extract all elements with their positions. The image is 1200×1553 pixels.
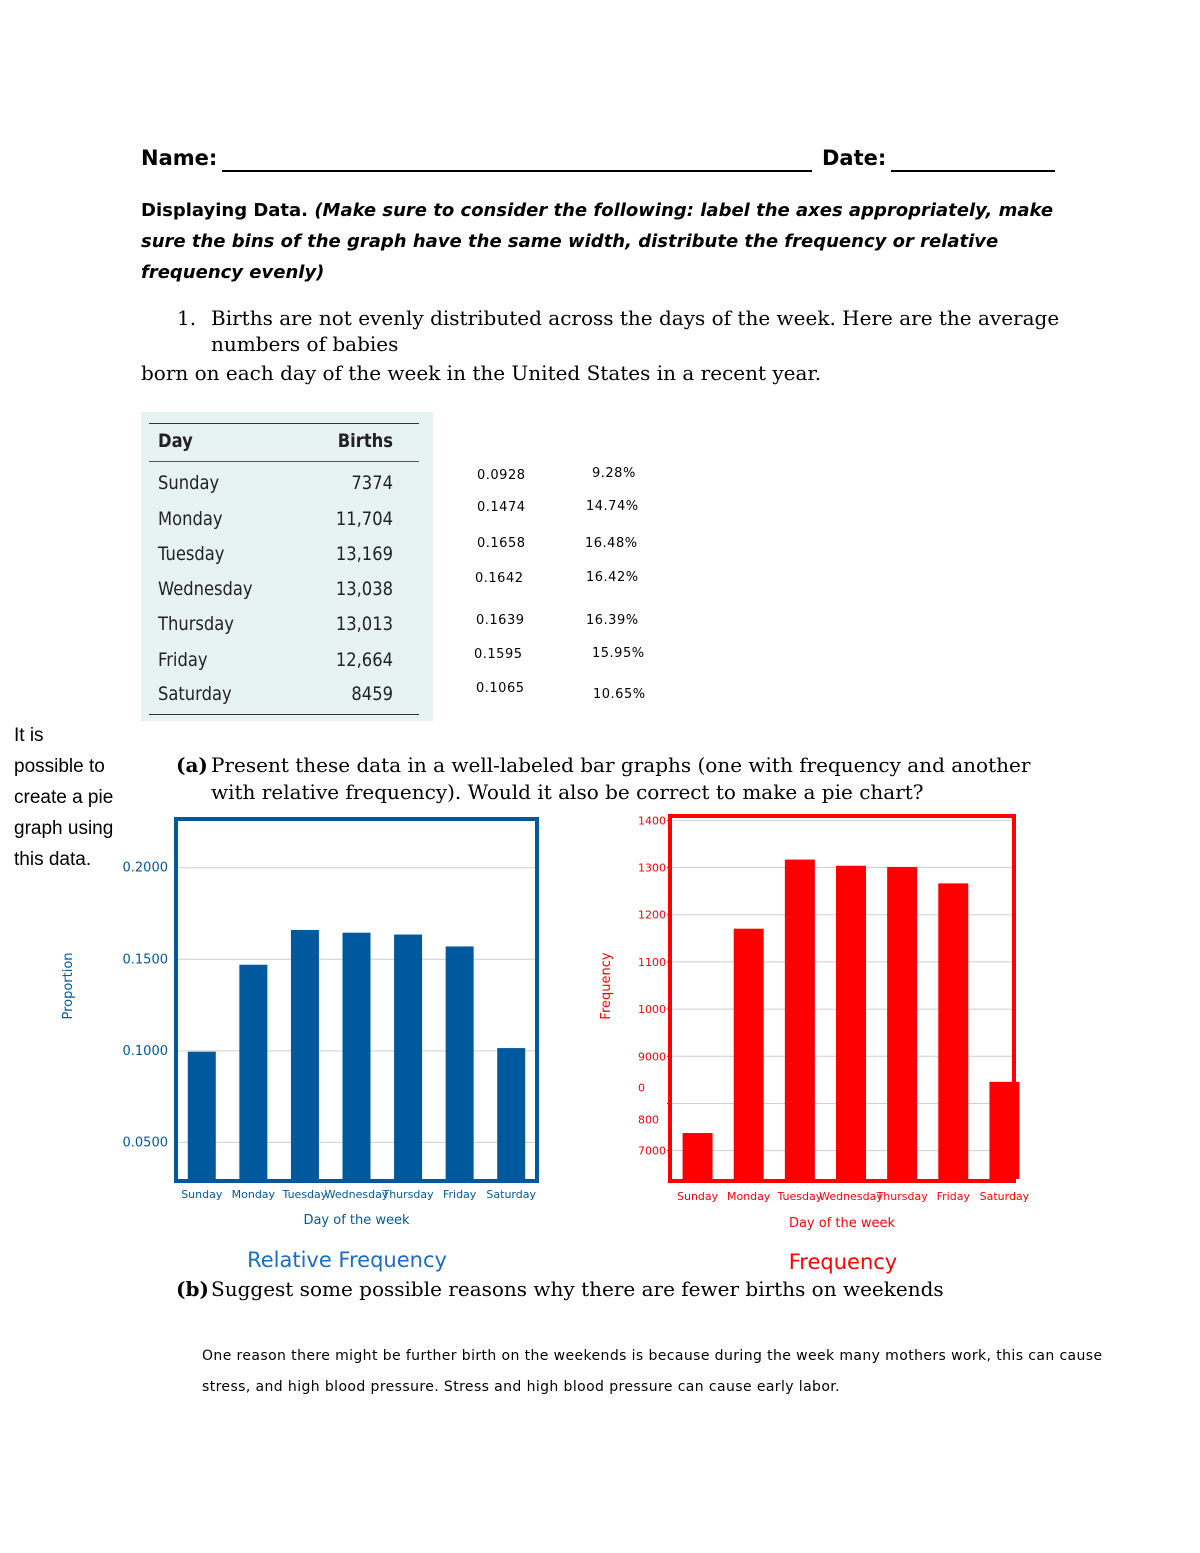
bar-wednesday xyxy=(836,866,866,1179)
table-cell-births: 13,169 xyxy=(335,543,393,565)
percent-value: 16.48% xyxy=(585,536,638,551)
x-tick-label: Saturday xyxy=(979,1190,1030,1203)
table-bottom-rule xyxy=(149,714,419,715)
y-tick-label xyxy=(123,1044,169,1059)
table-cell-births: 13,013 xyxy=(335,613,393,635)
percent-value: 14.74% xyxy=(586,499,639,514)
proportion-value: 0.1474 xyxy=(477,500,526,515)
answer-line2: stress, and high blood pressure. Stress and high blood pressure can cause early labor. xyxy=(202,1379,841,1395)
percent-value: 10.65% xyxy=(593,687,646,702)
table-cell-day: Wednesday xyxy=(158,578,253,600)
x-tick-label: Tuesday xyxy=(282,1188,328,1201)
proportion-value: 0.1642 xyxy=(475,571,524,586)
answer-line1: One reason there might be further birth on the weekends is because during the week many mothers work, this can cause xyxy=(202,1348,1103,1364)
y-tick-label xyxy=(638,909,666,922)
question-number: 1. xyxy=(177,306,197,330)
date-label: Date: xyxy=(822,146,887,170)
x-tick-label: Wednesday xyxy=(324,1188,389,1201)
question-text-line3: born on each day of the week in the United States in a recent year. xyxy=(141,361,822,385)
chart-title: Relative Frequency xyxy=(247,1248,447,1272)
proportion-value: 0.1595 xyxy=(474,647,523,662)
side-note-line: It is xyxy=(14,725,44,746)
bar-thursday xyxy=(887,867,917,1179)
part-b-text: Suggest some possible reasons why there are fewer births on weekends xyxy=(211,1277,944,1301)
chart-title: Frequency xyxy=(788,1250,898,1274)
table-cell-births: 7374 xyxy=(351,472,393,494)
y-tick-label xyxy=(638,1050,666,1063)
x-tick-label: Wednesday xyxy=(819,1190,883,1203)
y-tick-label-line: 1400 xyxy=(638,814,666,828)
x-axis-label: Day of the week xyxy=(303,1213,410,1228)
y-axis-label: Proportion xyxy=(61,952,76,1020)
table-cell-day: Thursday xyxy=(158,613,234,635)
x-tick-label: Monday xyxy=(231,1188,276,1201)
bar-sunday xyxy=(188,1052,216,1179)
y-tick-label-line: 0 xyxy=(638,1081,645,1095)
proportion-value: 0.1639 xyxy=(476,613,525,628)
table-cell-births: 8459 xyxy=(351,683,393,705)
y-tick-label xyxy=(123,1135,169,1150)
x-tick-label: Sunday xyxy=(676,1190,719,1203)
bar-sunday xyxy=(683,1133,713,1179)
table-header-rule xyxy=(149,461,419,462)
table-cell-births: 11,704 xyxy=(335,508,393,530)
x-tick-label: Sunday xyxy=(181,1188,223,1201)
bar-saturday xyxy=(497,1048,525,1179)
part-b-label: (b) xyxy=(176,1277,209,1301)
instructions xyxy=(141,195,1066,288)
percent-value: 15.95% xyxy=(592,646,645,661)
bar-saturday xyxy=(989,1082,1019,1179)
x-axis-label: Day of the week xyxy=(788,1216,896,1231)
part-a-line1: Present these data in a well-labeled bar graphs (one with frequency and another xyxy=(211,753,1031,777)
x-tick-label: Tuesday xyxy=(777,1190,823,1203)
y-tick-label-line: 0.1000 xyxy=(122,1043,168,1059)
y-tick-label xyxy=(638,862,666,875)
table-cell-day: Friday xyxy=(158,649,208,671)
table-header-births: Births xyxy=(337,430,393,452)
y-tick-label-line: 1000 xyxy=(638,1003,666,1017)
y-tick-label xyxy=(123,861,169,876)
instructions-note: (Make sure to consider the following: label the axes appropriately, make sure the bins of the graph have the same width, distribute the frequency or relative frequency evenly) xyxy=(141,200,1054,283)
y-tick-label xyxy=(638,1003,666,1016)
question-text-line2: numbers of babies xyxy=(211,332,399,356)
relative-frequency-chart xyxy=(0,800,600,1290)
table-cell-day: Monday xyxy=(158,508,223,530)
y-tick-label xyxy=(638,1081,659,1126)
bar-friday xyxy=(446,946,474,1179)
part-a-line2: with relative frequency). Would it also be correct to make a pie chart? xyxy=(211,780,924,804)
bar-thursday xyxy=(394,935,422,1179)
table-cell-day: Tuesday xyxy=(158,543,225,565)
y-tick-label-line: 0.2000 xyxy=(122,860,168,876)
answer-b xyxy=(202,1341,1162,1403)
proportion-value: 0.1658 xyxy=(477,536,526,551)
y-tick-label-line: 800 xyxy=(638,1113,659,1127)
x-tick-label: Saturday xyxy=(486,1188,537,1201)
y-tick-label-line: 1100 xyxy=(638,955,666,969)
y-tick-label-line: 1300 xyxy=(638,861,666,875)
proportion-value: 0.1065 xyxy=(476,681,525,696)
table-cell-day: Saturday xyxy=(158,683,232,705)
bar-wednesday xyxy=(343,933,371,1179)
table-top-rule xyxy=(149,423,419,424)
name-field[interactable] xyxy=(222,170,812,172)
x-tick-label: Friday xyxy=(442,1188,477,1201)
table-cell-births: 13,038 xyxy=(335,578,393,600)
name-label: Name: xyxy=(141,146,218,170)
frequency-chart xyxy=(590,800,1200,1290)
side-note-line: this data. xyxy=(14,849,92,870)
bar-monday xyxy=(734,929,764,1179)
x-tick-label: Thursday xyxy=(382,1188,434,1201)
percent-value: 16.39% xyxy=(586,613,639,628)
proportion-value: 0.0928 xyxy=(477,468,526,483)
y-tick-label-line: 0.1500 xyxy=(122,952,168,968)
question-text-line1: Births are not evenly distributed across the days of the week. Here are the average xyxy=(211,306,1060,330)
part-a-label: (a) xyxy=(176,753,208,777)
table-cell-day: Sunday xyxy=(158,472,220,494)
y-tick-label xyxy=(123,952,169,967)
y-tick-label-line: 0.0500 xyxy=(122,1135,168,1151)
x-tick-label: Monday xyxy=(726,1190,771,1203)
bar-friday xyxy=(938,883,968,1179)
y-tick-label xyxy=(638,1145,666,1158)
y-tick-label-line: 1200 xyxy=(638,908,666,922)
births-table xyxy=(141,412,433,721)
y-tick-label-line: 9000 xyxy=(638,1050,666,1064)
bar-tuesday xyxy=(785,860,815,1179)
x-tick-label: Thursday xyxy=(876,1190,928,1203)
bar-monday xyxy=(239,965,267,1179)
percent-value: 9.28% xyxy=(592,466,636,481)
y-tick-label-line: 7000 xyxy=(638,1144,666,1158)
table-cell-births: 12,664 xyxy=(335,649,393,671)
y-axis-label: Frequency xyxy=(599,952,614,1020)
y-tick-label xyxy=(638,956,666,969)
instructions-title: Displaying Data. xyxy=(141,200,309,221)
side-note-line: create a pie xyxy=(14,787,114,808)
side-note-line: graph using xyxy=(14,818,114,839)
date-field[interactable] xyxy=(891,170,1055,172)
x-tick-label: Friday xyxy=(936,1190,970,1203)
y-tick-label xyxy=(638,814,666,827)
percent-value: 16.42% xyxy=(586,570,639,585)
bar-tuesday xyxy=(291,930,319,1179)
table-header-day: Day xyxy=(158,430,193,452)
side-note-line: possible to xyxy=(14,756,105,777)
